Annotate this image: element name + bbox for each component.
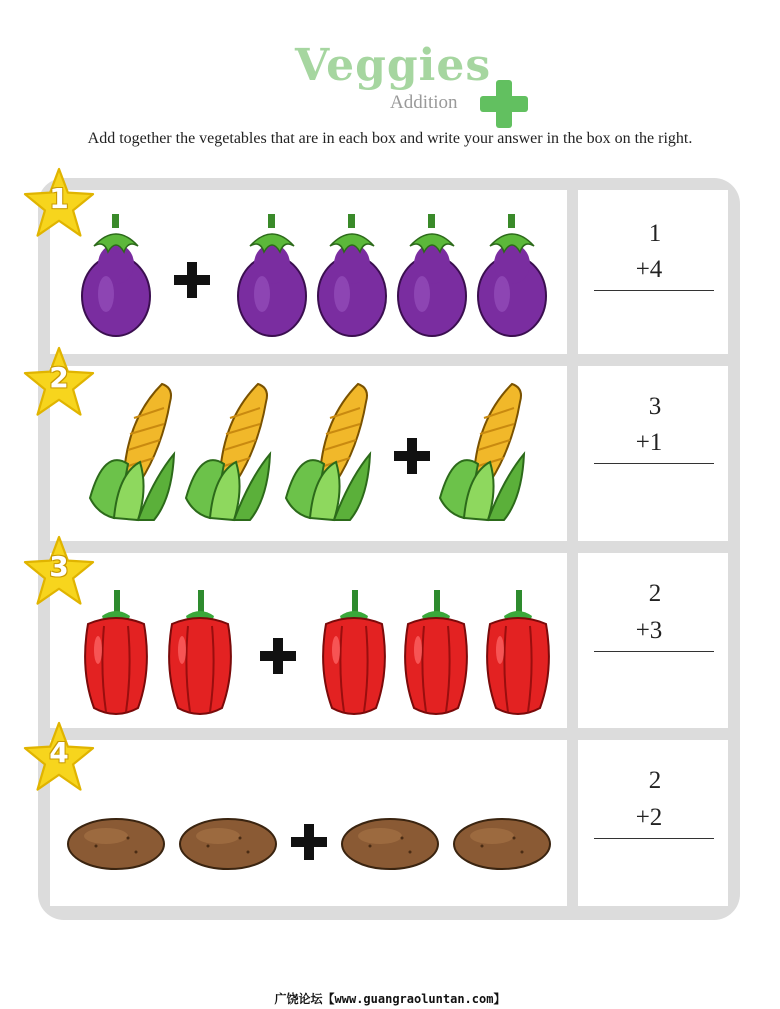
row-1-addend-bottom: +4 <box>635 256 663 283</box>
eggplant-icon <box>80 214 152 338</box>
row-3-answer-line <box>594 651 714 652</box>
row-4-addend-top: 2 <box>648 767 662 794</box>
row-2-plus-icon <box>394 438 430 474</box>
row-4-answer-line <box>594 838 714 839</box>
eggplant-icon <box>236 214 308 338</box>
row-4-plus-icon <box>291 824 327 860</box>
eggplant-icon <box>396 214 468 338</box>
corn-icon <box>280 378 372 524</box>
potato-icon <box>66 816 166 872</box>
red-pepper-icon <box>400 590 472 718</box>
eggplant-icon <box>476 214 548 338</box>
plus-logo-icon <box>480 80 528 128</box>
row-3-plus-icon <box>260 638 296 674</box>
row-3-number: 3 <box>49 550 69 583</box>
page-subtitle: Addition <box>390 92 458 113</box>
row-1-plus-icon <box>174 262 210 298</box>
red-pepper-icon <box>482 590 554 718</box>
row-1-addend-top: 1 <box>648 220 662 247</box>
potato-icon <box>452 816 552 872</box>
row-2-number: 2 <box>49 361 69 394</box>
corn-icon <box>180 378 272 524</box>
instructions: Add together the vegetables that are in each box and write your answer in the box on the right. <box>87 130 693 147</box>
row-1-answer-line <box>594 290 714 291</box>
eggplant-icon <box>316 214 388 338</box>
row-4-addend-bottom: +2 <box>635 804 663 831</box>
row-2-addend-top: 3 <box>648 393 662 420</box>
potato-icon <box>178 816 278 872</box>
corn-icon <box>84 378 176 524</box>
row-2-answer-line <box>594 463 714 464</box>
row-4-number-star-icon <box>22 720 96 794</box>
row-3-addend-bottom: +3 <box>635 617 663 644</box>
potato-icon <box>340 816 440 872</box>
red-pepper-icon <box>318 590 390 718</box>
red-pepper-icon <box>80 590 152 718</box>
row-2-addend-bottom: +1 <box>635 429 663 456</box>
page-title: Veggies <box>295 40 492 91</box>
row-3-addend-top: 2 <box>648 580 662 607</box>
footer-watermark: 广饶论坛【www.guangraoluntan.com】 <box>274 992 506 1006</box>
row-1-number: 1 <box>49 182 69 215</box>
corn-icon <box>434 378 526 524</box>
red-pepper-icon <box>164 590 236 718</box>
row-4-number: 4 <box>49 736 69 769</box>
